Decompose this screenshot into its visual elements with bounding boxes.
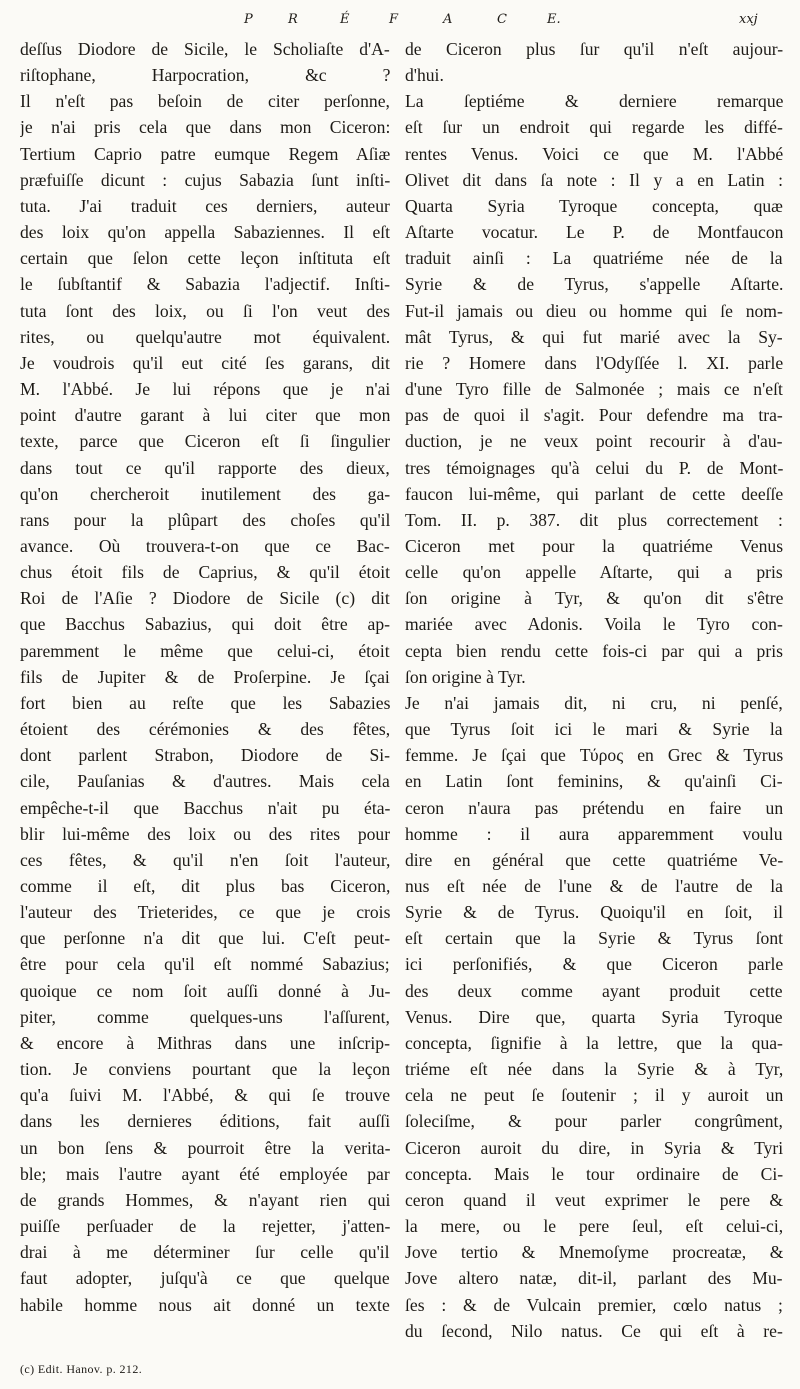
text-line: je n'ai pris cela que dans mon Ciceron: <box>20 117 390 138</box>
text-line: point d'autre garant à lui citer que mon <box>20 405 390 426</box>
text-line: empêche-t-il que Bacchus n'ait pu éta- <box>20 797 390 818</box>
text-line: étoient des cérémonies & des fêtes, <box>20 719 390 740</box>
text-line: d'hui. <box>405 65 444 86</box>
text-line: cepta bien rendu cette fois-ci par qui a pris <box>405 640 783 661</box>
text-line: fort bien au reſte que les Sabazies <box>20 692 390 713</box>
text-line: cile, Pauſanias & d'autres. Mais cela <box>20 771 390 792</box>
text-line: de grands Hommes, & n'ayant rien qui <box>20 1189 390 1210</box>
text-line: du ſecond, Nilo natus. Ce qui eſt à re- <box>405 1320 783 1341</box>
running-head-letter: C <box>497 12 507 27</box>
text-line: deſſus Diodore de Sicile, le Scholiaſte d'A- <box>20 39 390 59</box>
text-line: Je n'ai jamais dit, ni cru, ni penſé, <box>405 692 783 713</box>
text-line: dont parlent Strabon, Diodore de Si- <box>20 745 390 766</box>
text-line: que Tyrus ſoit ici le mari & Syrie la <box>405 719 783 740</box>
text-line: ici perſonifiés, & que Ciceron parle <box>405 954 783 975</box>
left-column <box>20 36 390 1318</box>
text-line: riſtophane, Harpocration, &c ? <box>20 65 390 86</box>
text-line: tion. Je conviens pourtant que la leçon <box>20 1059 390 1080</box>
text-line: texte, parce que Ciceron eſt ſi ſingulier <box>20 431 390 452</box>
text-line: tuta. J'ai traduit ces derniers, auteur <box>20 195 390 216</box>
text-line: la mere, ou le pere ſeul, eſt celui-ci, <box>405 1216 783 1237</box>
running-head-letter: E. <box>547 12 561 27</box>
text-line: des deux comme ayant produit cette <box>405 980 783 1001</box>
footnote: (c) Edit. Hanov. p. 212. <box>20 1362 143 1376</box>
text-line: tres témoignages qu'à celui du P. de Mont- <box>405 457 783 478</box>
text-line: concepta. Mais le tour ordinaire de Ci- <box>405 1163 783 1184</box>
text-line: La ſeptiéme & derniere remarque <box>405 91 783 112</box>
text-line: nus eſt née de l'une & de l'autre de la <box>405 876 783 896</box>
text-line: rentes Venus. Voici ce que M. l'Abbé <box>405 143 783 164</box>
text-line: cela ne peut ſe ſoutenir ; il y auroit un <box>405 1085 783 1106</box>
running-head-letter: A <box>443 12 453 27</box>
text-line: ble; mais l'autre ayant été employée par <box>20 1163 390 1184</box>
text-line: celle qu'on appelle Aſtarte, qui a pris <box>405 562 783 583</box>
text-line: faut adopter, juſqu'à ce que quelque <box>20 1268 390 1289</box>
text-line: mariée avec Adonis. Voila le Tyro con- <box>405 614 783 635</box>
text-line: Quarta Syria Tyroque concepta, quæ <box>405 195 783 216</box>
text-line: Syrie & de Tyrus, s'appelle Aſtarte. <box>405 274 783 295</box>
text-line: certain que ſelon cette leçon inſtituta eſt <box>20 248 390 269</box>
text-line: être pour cela qu'il eſt nommé Sabazius; <box>20 954 390 975</box>
text-line: pas de quoi il s'agit. Pour defendre ma tra- <box>405 405 783 426</box>
text-line: blir lui-même des loix ou des rites pour <box>20 823 390 844</box>
running-head-letter: P <box>244 12 253 27</box>
text-line: Roi de l'Aſie ? Diodore de Sicile (c) dit <box>20 588 390 609</box>
text-line: paremment le même que celui-ci, étoit <box>20 640 390 661</box>
text-line: Jove altero natæ, dit-il, parlant des Mu- <box>405 1268 783 1289</box>
text-line: eſt certain que la Syrie & Tyrus ſont <box>405 928 783 949</box>
text-line: Ciceron met pour la quatriéme Venus <box>405 535 783 556</box>
text-line: qu'on chercheroit inutilement des ga- <box>20 483 390 504</box>
text-line: Aſtarte vocatur. Le P. de Montfaucon <box>405 222 783 243</box>
text-line: triéme eſt née dans la Syrie & à Tyr, <box>405 1059 783 1080</box>
text-line: d'une Tyro fille de Salmonée ; mais ce n'eſt <box>405 379 783 400</box>
text-line: ceron quand il veut exprimer le pere & <box>405 1189 783 1210</box>
text-line: Fut-il jamais ou dieu ou homme qui ſe nom- <box>405 300 783 321</box>
running-head-letter: R <box>288 12 298 27</box>
text-line: mât Tyrus, & qui fut marié avec la Sy- <box>405 326 783 347</box>
text-line: ces fêtes, & qu'il n'en ſoit l'auteur, <box>20 849 390 870</box>
text-line: l'auteur des Trieterides, ce que je crois <box>20 902 390 923</box>
text-line: drai à me déterminer ſur celle qu'il <box>20 1242 390 1263</box>
running-head-letter: F <box>389 12 399 27</box>
text-line: avance. Où trouvera-t-on que ce Bac- <box>20 535 390 556</box>
text-line: rans pour la plûpart des choſes qu'il <box>20 509 390 530</box>
right-column <box>405 36 783 1344</box>
text-line: habile homme nous ait donné un texte <box>20 1294 390 1315</box>
text-line: Syrie & de Tyrus. Quoiqu'il en ſoit, il <box>405 902 783 923</box>
text-line: puiſſe perſuader de la rejetter, j'atten- <box>20 1216 390 1237</box>
text-line: de Ciceron plus ſur qu'il n'eſt aujour- <box>405 39 783 59</box>
text-line: que perſonne n'a dit que lui. C'eſt peut- <box>20 928 390 949</box>
text-line: Olivet dit dans ſa note : Il y a en Latin : <box>405 169 783 190</box>
text-line: Il n'eſt pas beſoin de citer perſonne, <box>20 91 390 112</box>
text-line: Je voudrois qu'il eut cité ſes garans, dit <box>20 352 390 373</box>
text-line: ceron n'aura pas prétendu en faire un <box>405 797 783 818</box>
text-line: ſon origine à Tyr, & qu'on dit s'être <box>405 588 783 609</box>
text-line: duction, je ne veux point recourir à d'au- <box>405 431 783 452</box>
text-line: un bon ſens & pourroit être la verita- <box>20 1137 390 1158</box>
text-line: Venus. Dire que, quarta Syria Tyroque <box>405 1006 783 1027</box>
text-line: præfuiſſe dicunt : cujus Sabazia ſunt inſti- <box>20 169 390 190</box>
text-line: ſes : & de Vulcain premier, cœlo natus ; <box>405 1294 783 1315</box>
text-line: Jove tertio & Mnemoſyme procreatæ, & <box>405 1242 783 1263</box>
text-line: dire en général que cette quatriéme Ve- <box>405 849 783 870</box>
text-line: & encore à Mithras dans une inſcrip- <box>20 1032 390 1053</box>
running-head-letter: É <box>340 12 350 27</box>
text-line: eſt ſur un endroit qui regarde les diffé- <box>405 117 783 138</box>
text-line: en Latin ſont feminins, & qu'ainſi Ci- <box>405 771 783 792</box>
text-line: piter, comme quelques-uns l'aſſurent, <box>20 1006 390 1027</box>
text-line: rie ? Homere dans l'Odyſſée l. XI. parle <box>405 352 783 373</box>
running-head <box>244 12 764 36</box>
text-line: femme. Je ſçai que Τύρος en Grec & Tyrus <box>405 745 783 766</box>
text-line: M. l'Abbé. Je lui répons que je n'ai <box>20 379 390 400</box>
text-line: Ciceron auroit du dire, in Syria & Tyri <box>405 1137 783 1158</box>
text-line: des loix qu'on appella Sabaziennes. Il eſt <box>20 222 390 243</box>
text-line: dans les dernieres éditions, fait auſſi <box>20 1111 390 1132</box>
text-line: homme : il aura apparemment voulu <box>405 823 783 844</box>
text-line: tuta ſont des loix, ou ſi l'on veut des <box>20 300 390 321</box>
text-line: le ſubſtantif & Sabazia l'adjectif. Inſti- <box>20 274 390 295</box>
text-line: Tom. II. p. 387. dit plus correctement : <box>405 509 783 530</box>
text-line: traduit ainſi : La quatriéme née de la <box>405 248 783 269</box>
text-line: fils de Jupiter & de Proſerpine. Je ſçai <box>20 666 390 687</box>
text-line: qu'a ſuivi M. l'Abbé, & qui ſe trouve <box>20 1085 390 1106</box>
text-line: ſoleciſme, & pour parler congrûment, <box>405 1111 783 1132</box>
text-line: dans tout ce qu'il rapporte des dieux, <box>20 457 390 478</box>
text-line: ſon origine à Tyr. <box>405 666 526 687</box>
text-line: que Bacchus Sabazius, qui doit être ap- <box>20 614 390 635</box>
page-number: xxj <box>739 12 758 27</box>
text-line: comme il eſt, dit plus bas Ciceron, <box>20 876 390 896</box>
text-line: Tertium Caprio patre eumque Regem Aſiæ <box>20 143 390 164</box>
text-line: quoique ce nom ſoit auſſi donné à Ju- <box>20 980 390 1001</box>
text-line: faucon lui-même, qui parlant de cette deeſſe <box>405 483 783 504</box>
text-line: chus étoit fils de Caprius, & qu'il étoit <box>20 562 390 583</box>
text-line: concepta, ſignifie à la lettre, que la qua- <box>405 1032 783 1053</box>
text-line: rites, ou quelqu'autre mot équivalent. <box>20 326 390 347</box>
